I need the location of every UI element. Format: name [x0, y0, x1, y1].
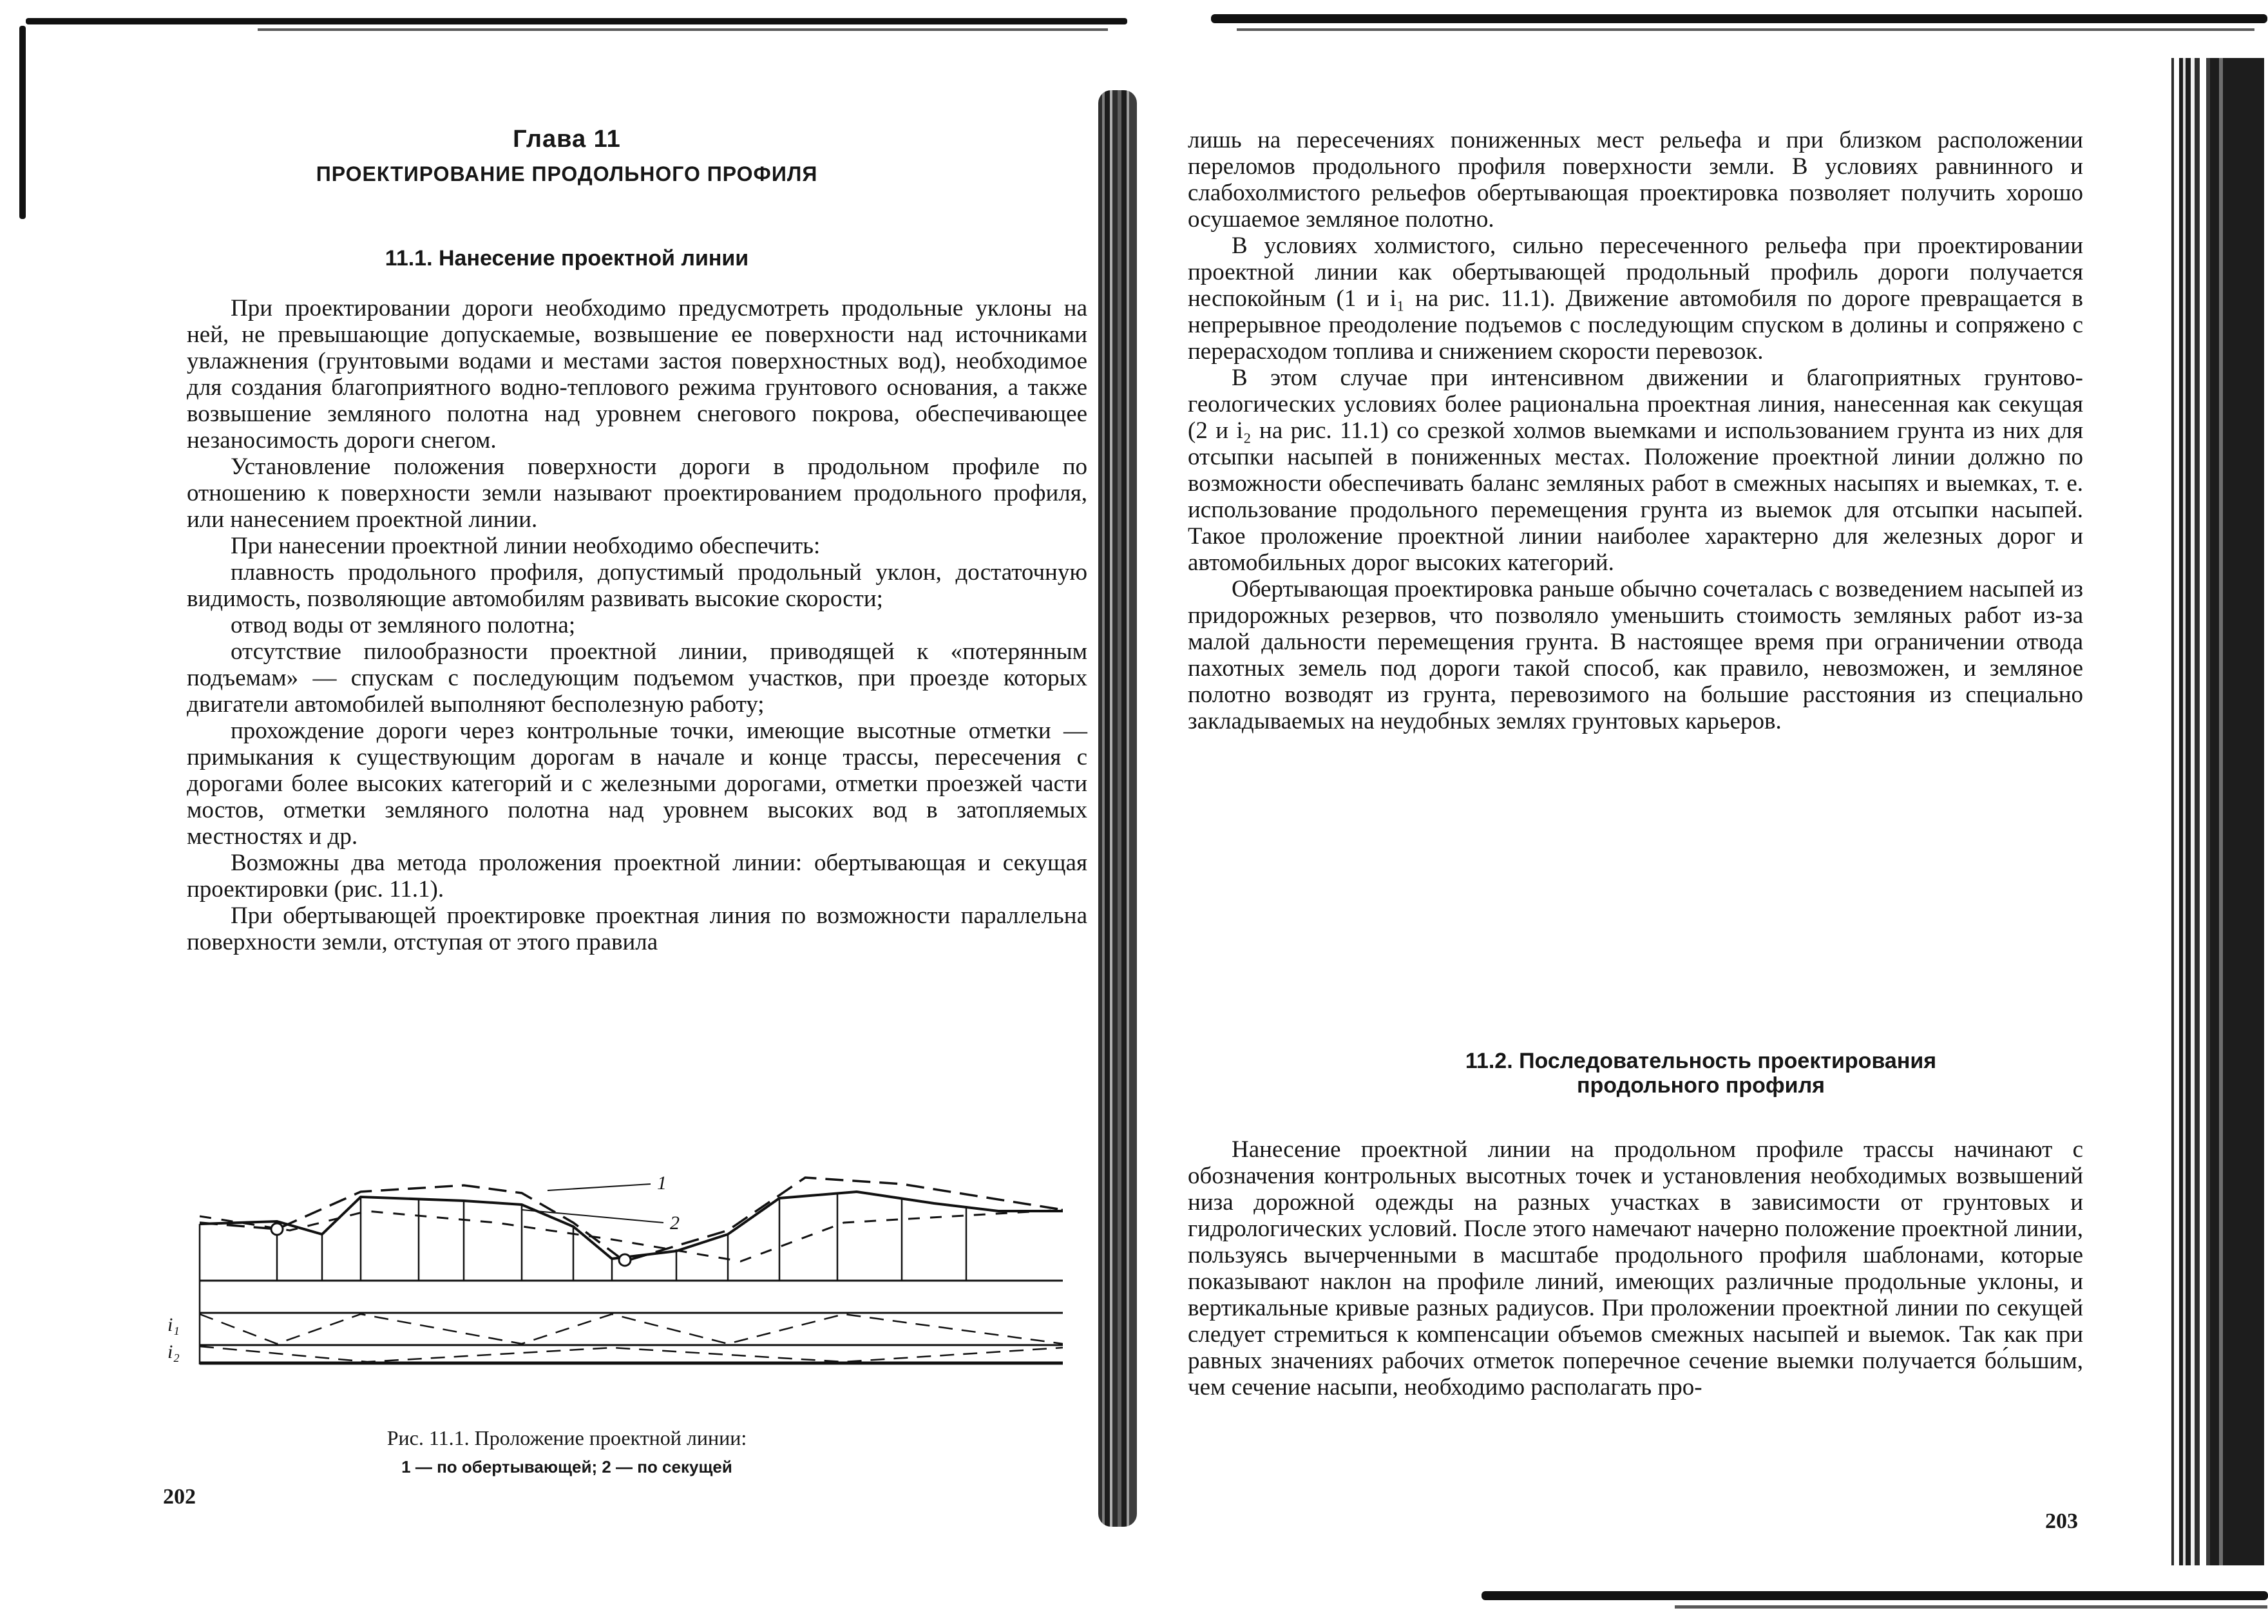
- paragraph: Возможны два метода проложения проектной линии: обертывающая и секущая проектировки (рис. 11.1).: [187, 850, 1087, 903]
- paragraph: При нанесении проектной линии необходимо обеспечить:: [231, 533, 821, 559]
- left-body-text: [187, 295, 1087, 955]
- page-number: 203: [2045, 1509, 2078, 1533]
- gradient-bands: [200, 1313, 1063, 1363]
- right-body-text-top: [1188, 127, 2083, 734]
- figure-11-1: [161, 1171, 1063, 1390]
- chapter-title: ПРОЕКТИРОВАНИЕ ПРОДОЛЬНОГО ПРОФИЛЯ: [316, 162, 818, 186]
- control-point: [271, 1223, 283, 1235]
- figure-label-2: 2: [670, 1212, 680, 1234]
- list-item: плавность продольного профиля, допустимый продольный уклон, достаточную видимость, позволяющие автомобилям развивать высокие скорости;: [187, 559, 1087, 612]
- paragraph: Нанесение проектной линии на продольном профиле трассы начинают с обозначения контрольных высотных точек и установления необходимых возвышений низа дорожной одежды на разных участках в зависимости от грунтовых и гидрологических условий. После этого намечают начерно положение проектной линии, пользуясь вычерченными в масштабе продольного профиля шаблонами, которые показывают наклон на профиле линий, имеющих различные продольные уклоны, и вертикальные кривые разных радиусов. При проложении проектной линии по секущей следует стремиться к компенсации объемов смежных насыпей и выемок. Так как при равных значениях рабочих отметок поперечное сечение выемки получается бо́льшим, чем сечение насыпи, необходимо располагать про-: [1188, 1136, 2083, 1400]
- figure-caption-legend: 1 — по обертывающей; 2 — по секущей: [401, 1457, 732, 1476]
- secant-line: [200, 1210, 1063, 1261]
- paragraph: В условиях холмистого, сильно пересеченного рельефа при проектировании проектной линии как обертывающей продольный профиль дороги получается неспокойным (1 и i₁ на рис. 11.1). Движение автомобиля по дороге превращается в непрерывное преодоление подъемов с последующим спуском в долины и сопряжено с перерасходом топлива и снижением скорости перевозок.: [1188, 233, 2083, 365]
- paragraph: При проектировании дороги необходимо предусмотреть продольные уклоны на ней, не превышающие допускаемые, возвышение ее поверхности над источниками увлажнения (грунтовыми водами и местами застоя поверхностных вод), необходимое для создания благоприятного водно-теплового режима грунтового основания, а также возвышение земляного полотна над уровнем снегового покрова, обеспечивающее незаносимость дороги снегом.: [187, 295, 1087, 454]
- ordinates: [200, 1193, 966, 1364]
- right-body-text-bottom: [1188, 1136, 2083, 1400]
- list-item: отсутствие пилообразности проектной линии, приводящей к «потерянным подъемам» — спускам с последующим подъемом участков, при проезде которых двигатели автомобилей выполняют бесполезную работу;: [187, 638, 1087, 718]
- figure-label-i2: i₂: [167, 1341, 180, 1362]
- profile-diagram: [161, 1171, 1063, 1390]
- paragraph: Обертывающая проектировка раньше обычно сочеталась с возведением насыпей из придорожных резервов, что позволяло уменьшить стоимость земляных работ из-за малой дальности перемещения грунта. В настоящее время при ограничении отвода пахотных земель под дороги такой способ, как правило, невозможен, и земляное полотно возводят из грунта, перевозимого на большие расстояния из специально закладываемых на неудобных землях грунтовых карьеров.: [1188, 576, 2083, 734]
- paragraph: При обертывающей проектировке проектная линия по возможности параллельна поверхности земли, отступая от этого правила: [187, 903, 1087, 955]
- paragraph: лишь на пересечениях пониженных мест рельефа и при близком расположении переломов продольного профиля поверхности земли. В условиях равнинного и слабохолмистого рельефов обертывающая проектировка позволяет получить хорошо осушаемое земляное полотно.: [1188, 127, 2083, 233]
- figure-label-i1: i₁: [167, 1314, 180, 1335]
- page-number: 202: [163, 1485, 196, 1509]
- figure-label-1: 1: [657, 1172, 667, 1194]
- list-item: отвод воды от земляного полотна;: [231, 612, 576, 638]
- chapter-label: Глава 11: [513, 126, 621, 153]
- section-heading-11-2-line1: 11.2. Последовательность проектирования: [1465, 1049, 1937, 1073]
- ground-surface-line: [200, 1192, 1063, 1259]
- section-heading-11-2-line2: продольного профиля: [1576, 1073, 1825, 1098]
- paragraph: В этом случае при интенсивном движении и благоприятных грунтово-геологических условиях более рациональна проектная линия, нанесенная как секущая (2 и i₂ на рис. 11.1) со срезкой холмов выемками и использованием грунта из них для отсыпки насыпей в пониженных местах. Положение проектной линии должно по возможности обеспечивать баланс земляных работ в смежных насыпях и выемках, т. е. использование продольного перемещения грунта из выемок для отсыпки насыпей. Такое проложение проектной линии наиболее характерно для железных дорог и автомобильных дорог высоких категорий.: [1188, 365, 2083, 576]
- list-item: прохождение дороги через контрольные точки, имеющие высотные отметки — примыкания к существующим дорогам в начале и конце трассы, пересечения с дорогами более высоких категорий и с железными дорогами, отметки проезжей части мостов, отметки земляного полотна над уровнем высоких вод в затопляемых местностях и др.: [187, 718, 1087, 850]
- paragraph: Установление положения поверхности дороги в продольном профиле по отношению к поверхности земли называют проектированием продольного профиля, или нанесением проектной линии.: [187, 454, 1087, 533]
- right-page: [1134, 0, 2268, 1624]
- figure-caption-title: Рис. 11.1. Проложение проектной линии:: [386, 1426, 747, 1449]
- section-heading-11-1: 11.1. Нанесение проектной линии: [385, 246, 749, 271]
- control-point: [619, 1254, 631, 1266]
